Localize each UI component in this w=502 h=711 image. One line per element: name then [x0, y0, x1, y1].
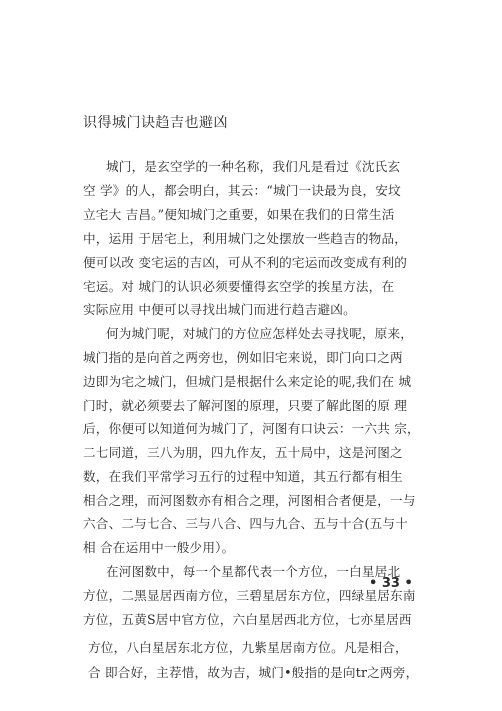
text-line: 方位，八白星居东北方位，九紫星居南方位。凡是相合， [88, 640, 408, 655]
text-line: 立宅大 吉昌。”便知城门之重要，如果在我们的日常生活 [83, 207, 395, 222]
text-line: 后，你便可以知道何为城门了，河图有口诀云：一六共 宗， [83, 421, 420, 436]
text-line: 城门，是玄空学的一种名称，我们凡是看过《沈氏玄 [106, 159, 401, 174]
text-line: 六合、二与七合、三与八合、四与九合、五与十合(五与十 [83, 516, 408, 531]
text-line: 宅运。对 城门的认识必须要懂得玄空学的挨星方法，在 [83, 279, 395, 294]
text-line: 方位，二黑显居西南方位，三碧星居东方位，四绿星居东南 [83, 588, 416, 603]
text-line: 方位，五黄S居中官方位，六白星居西北方位，七亦星居西 [83, 612, 412, 627]
article-title: 识得城门诀趋吉也避凶 [83, 115, 228, 131]
text-line: 边即为宅之城门，但城门是根据什么来定论的呢,我们在 城 [83, 374, 412, 389]
text-line: 合 即合好，主荐惜，故为吉，城门•般指的是向tr之两旁， [88, 665, 419, 680]
text-line: 何为城门呢，对城门的方位应怎样处去寻找呢，原来， [106, 326, 414, 341]
page-number: • 33 • [369, 576, 413, 591]
text-line: 相 合在运用中一般少用）。 [83, 540, 235, 555]
text-line: 二七同道，三八为朋，四九作友，五十局中，这是河图之 [83, 445, 403, 460]
text-line: 门时，就必须要去了解河图的原理，只要了解此图的原 理 [83, 398, 408, 413]
text-line: 相合之理，而河图数亦有相合之理，河图相合者便是，一与 [83, 493, 416, 508]
text-line: 实际应用 中便可以寻找出城门而进行趋吉避凶。 [83, 302, 356, 317]
text-line: 城门指的是向首之两旁也，例如旧宅来说，即门向口之两 [83, 350, 403, 365]
text-line: 空 学》的人，都会明白，其云：“城门一诀最为良，安坟 [83, 183, 401, 198]
text-line: 中，运用 于居宅上，利用城门之处摆放一些趋吉的物品， [83, 231, 408, 246]
text-line: 数，在我们平常学习五行的过程中知道，其五行都有相生 [83, 469, 403, 484]
text-line: 在河图数中，每一个星都代表一个方位，一白星居北 [106, 564, 401, 579]
text-line: 便可以改 变宅运的吉凶，可从不利的宅运而改变成有利的 [83, 255, 408, 270]
